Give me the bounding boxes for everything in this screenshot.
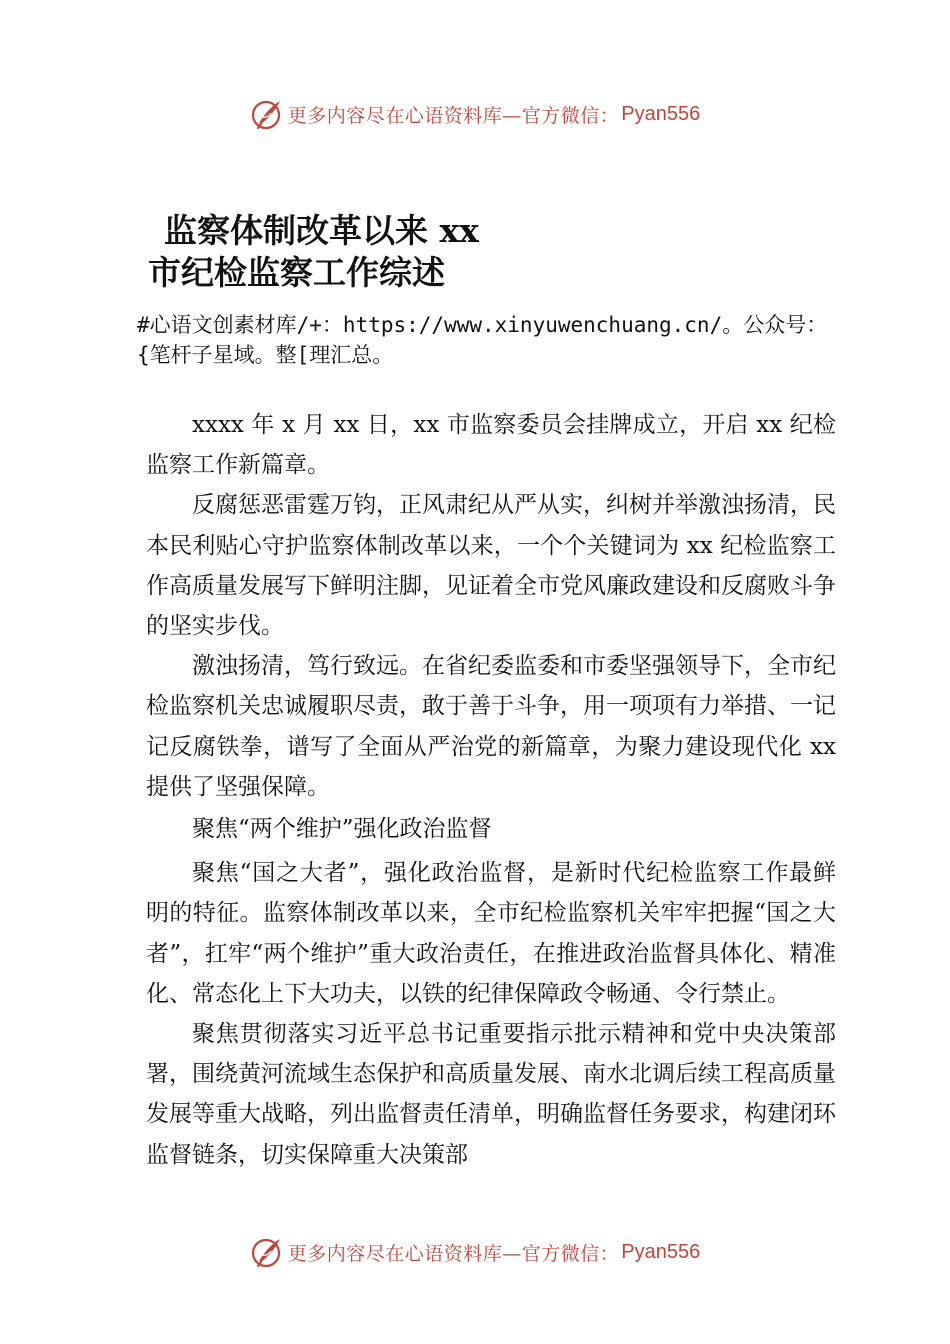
wechat-id: Pyan556	[621, 102, 701, 125]
wechat-id: Pyan556	[621, 1240, 701, 1263]
paragraph: 聚焦“国之大者”，强化政治监督，是新时代纪检监察工作最鲜明的特征。监察体制改革以来，全市纪检监察机关牢牢把握“国之大者”，扛牢“两个维护”重大政治责任，在推进政治监督具体化、精准化、常态化上下大功夫，以铁的纪律保障政令畅通、令行禁止。	[146, 860, 836, 1007]
source-note: #心语文创素材库/+：https://www.xinyuwenchuang.cn/。公众号：{笔杆子星域。整[理汇总。	[137, 313, 828, 367]
paragraph: 聚焦贯彻落实习近平总书记重要指示批示精神和党中央决策部署，围绕黄河流域生态保护和高质量发展、南水北调后续工程高质量发展等重大战略，列出监督责任清单，明确监督任务要求，构建闭环监督链条，切实保障重大决策部	[146, 1021, 836, 1168]
banner-text: 更多内容尽在心语资料库—官方微信：	[287, 104, 620, 127]
quill-logo-icon	[250, 1235, 284, 1269]
section-heading: 聚焦“两个维护”强化政治监督	[192, 816, 492, 843]
header-banner	[0, 94, 950, 134]
paragraph: 反腐惩恶雷霆万钧，正风肃纪从严从实，纠树并举激浊扬清，民本民利贴心守护监察体制改革以来，一个个关键词为 xx 纪检监察工作高质量发展写下鲜明注脚，见证着全市党风廉政建设和反腐败斗争的坚实步伐。	[146, 492, 836, 640]
document-title	[148, 210, 708, 294]
title-line-2: 市纪检监察工作综述	[148, 253, 445, 292]
quill-logo-icon	[250, 97, 284, 131]
article-body	[146, 405, 836, 1175]
title-line-1: 监察体制改革以来 xx	[164, 211, 479, 250]
paragraph: xxxx 年 x 月 xx 日，xx 市监察委员会挂牌成立，开启 xx 纪检监察工作新篇章。	[146, 412, 836, 479]
paragraph: 激浊扬清，笃行致远。在省纪委监委和市委坚强领导下，全市纪检监察机关忠诚履职尽责，敢于善于斗争，用一项项有力举措、一记记反腐铁拳，谱写了全面从严治党的新篇章，为聚力建设现代化 xx 提供了坚强保障。	[146, 653, 836, 800]
footer-banner	[0, 1232, 950, 1272]
banner-text: 更多内容尽在心语资料库—官方微信：	[287, 1242, 620, 1265]
